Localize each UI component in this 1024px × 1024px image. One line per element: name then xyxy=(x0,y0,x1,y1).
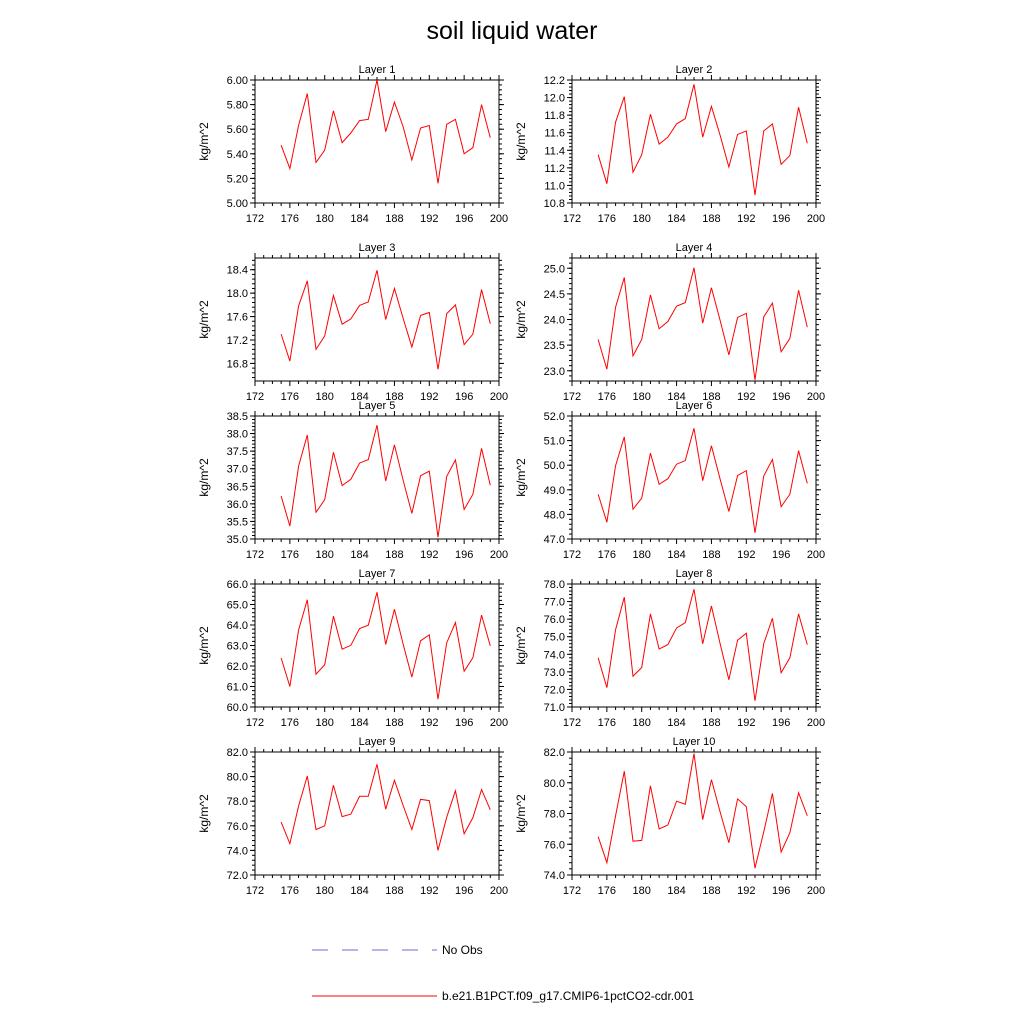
y-tick-label: 63.0 xyxy=(226,640,248,653)
x-tick-label: 196 xyxy=(454,549,474,561)
chart-panel xyxy=(197,736,508,897)
x-tick-label: 192 xyxy=(420,213,439,225)
series-line xyxy=(598,589,807,701)
x-tick-label: 172 xyxy=(562,213,582,225)
panel-title: Layer 6 xyxy=(675,400,713,412)
y-tick-label: 36.0 xyxy=(226,498,248,511)
x-tick-label: 196 xyxy=(771,213,791,225)
panel-title: Layer 9 xyxy=(358,736,396,748)
x-tick-label: 200 xyxy=(806,885,826,897)
x-tick-label: 184 xyxy=(350,549,369,561)
x-tick-label: 184 xyxy=(667,717,686,729)
y-tick-label: 6.00 xyxy=(226,75,248,87)
y-tick-label: 74.0 xyxy=(226,845,248,858)
y-tick-label: 48.0 xyxy=(543,509,565,522)
chart-panel xyxy=(514,568,825,729)
y-tick-label: 76.0 xyxy=(543,614,565,627)
x-tick-label: 176 xyxy=(280,213,300,225)
x-tick-label: 200 xyxy=(489,213,509,225)
chart-panel xyxy=(197,64,508,225)
x-tick-label: 200 xyxy=(489,885,509,897)
x-tick-label: 192 xyxy=(737,717,756,729)
x-tick-label: 200 xyxy=(489,717,509,729)
x-tick-label: 172 xyxy=(245,391,265,403)
x-tick-label: 196 xyxy=(771,717,791,729)
y-tick-label: 11.8 xyxy=(544,110,565,123)
x-tick-label: 196 xyxy=(454,885,474,897)
x-tick-label: 176 xyxy=(597,213,617,225)
y-tick-label: 5.60 xyxy=(226,124,248,137)
x-tick-label: 184 xyxy=(667,885,686,897)
x-tick-label: 188 xyxy=(702,549,721,561)
y-tick-label: 35.0 xyxy=(226,534,248,546)
y-tick-label: 38.5 xyxy=(226,411,248,423)
x-tick-label: 188 xyxy=(702,885,721,897)
y-tick-label: 25.0 xyxy=(543,263,565,276)
x-tick-label: 180 xyxy=(632,549,651,561)
x-tick-label: 200 xyxy=(806,391,826,403)
x-tick-label: 176 xyxy=(280,549,300,561)
y-tick-label: 71.0 xyxy=(543,702,565,714)
y-tick-label: 17.2 xyxy=(226,335,248,347)
y-tick-label: 72.0 xyxy=(226,870,248,882)
x-tick-label: 172 xyxy=(245,213,265,225)
legend-obs-label: No Obs xyxy=(442,943,483,957)
panel-title: Layer 10 xyxy=(672,736,716,748)
figure-title: soil liquid water xyxy=(426,17,598,45)
y-axis-label: kg/m^2 xyxy=(514,626,528,665)
chart-panel xyxy=(197,568,508,729)
panel-title: Layer 7 xyxy=(358,568,396,580)
y-tick-label: 11.4 xyxy=(544,145,565,158)
y-axis-label: kg/m^2 xyxy=(514,458,528,497)
x-tick-label: 196 xyxy=(454,717,474,729)
x-tick-label: 188 xyxy=(385,213,404,225)
y-tick-label: 5.20 xyxy=(226,173,248,186)
x-tick-label: 180 xyxy=(315,885,334,897)
x-tick-label: 184 xyxy=(350,213,369,225)
legend xyxy=(312,943,694,1003)
x-tick-label: 184 xyxy=(667,213,686,225)
x-tick-label: 176 xyxy=(597,391,617,403)
series-line xyxy=(598,268,807,380)
y-tick-label: 73.0 xyxy=(543,666,565,679)
x-tick-label: 188 xyxy=(702,391,721,403)
x-tick-label: 192 xyxy=(420,549,439,561)
y-tick-label: 12.2 xyxy=(543,75,565,87)
x-tick-label: 180 xyxy=(632,885,651,897)
x-tick-label: 176 xyxy=(597,717,617,729)
panel-title: Layer 3 xyxy=(358,242,396,254)
y-tick-label: 11.2 xyxy=(544,162,565,175)
x-tick-label: 192 xyxy=(737,391,756,403)
panel-title: Layer 2 xyxy=(675,64,713,76)
y-tick-label: 50.0 xyxy=(543,460,565,473)
x-tick-label: 172 xyxy=(562,885,582,897)
legend-model-label: b.e21.B1PCT.f09_g17.CMIP6-1pctCO2-cdr.001 xyxy=(442,989,695,1003)
y-tick-label: 18.4 xyxy=(226,264,248,277)
plot-frame xyxy=(255,80,499,203)
y-tick-label: 76.0 xyxy=(543,839,565,852)
x-tick-label: 184 xyxy=(350,391,369,403)
y-tick-label: 74.0 xyxy=(543,870,565,882)
plot-frame xyxy=(572,416,816,539)
x-tick-label: 180 xyxy=(632,213,651,225)
y-tick-label: 47.0 xyxy=(543,534,565,546)
y-axis-label: kg/m^2 xyxy=(197,458,211,497)
x-tick-label: 196 xyxy=(771,885,791,897)
y-tick-label: 5.40 xyxy=(226,148,248,161)
series-line xyxy=(281,425,490,537)
x-tick-label: 200 xyxy=(806,549,826,561)
x-tick-label: 200 xyxy=(806,717,826,729)
plot-frame xyxy=(572,80,816,203)
y-tick-label: 5.80 xyxy=(226,99,248,112)
y-tick-label: 60.0 xyxy=(226,702,248,714)
y-tick-label: 18.0 xyxy=(226,288,248,301)
y-tick-label: 77.0 xyxy=(543,596,565,609)
x-tick-label: 172 xyxy=(245,549,265,561)
x-tick-label: 196 xyxy=(771,391,791,403)
series-line xyxy=(598,754,807,869)
series-line xyxy=(598,428,807,533)
x-tick-label: 192 xyxy=(420,885,439,897)
x-tick-label: 188 xyxy=(702,717,721,729)
panel-title: Layer 8 xyxy=(675,568,713,580)
panel-title: Layer 5 xyxy=(358,400,396,412)
y-tick-label: 49.0 xyxy=(543,484,565,497)
x-tick-label: 184 xyxy=(667,391,686,403)
y-tick-label: 35.5 xyxy=(226,516,248,529)
series-line xyxy=(281,764,490,850)
plot-frame xyxy=(572,584,816,707)
y-tick-label: 37.5 xyxy=(226,446,248,459)
y-axis-label: kg/m^2 xyxy=(514,794,528,833)
x-tick-label: 180 xyxy=(315,549,334,561)
series-line xyxy=(598,84,807,195)
y-tick-label: 72.0 xyxy=(543,684,565,697)
x-tick-label: 188 xyxy=(385,885,404,897)
x-tick-label: 188 xyxy=(385,391,404,403)
y-tick-label: 80.0 xyxy=(543,777,565,790)
x-tick-label: 192 xyxy=(420,391,439,403)
x-tick-label: 192 xyxy=(737,213,756,225)
plot-frame xyxy=(255,258,499,381)
x-tick-label: 172 xyxy=(245,717,265,729)
x-tick-label: 184 xyxy=(667,549,686,561)
y-axis-label: kg/m^2 xyxy=(514,300,528,339)
x-tick-label: 196 xyxy=(454,391,474,403)
x-tick-label: 176 xyxy=(280,391,300,403)
x-tick-label: 196 xyxy=(454,213,474,225)
x-tick-label: 180 xyxy=(315,717,334,729)
plot-frame xyxy=(255,752,499,875)
y-tick-label: 52.0 xyxy=(543,411,565,423)
y-tick-label: 11.6 xyxy=(544,127,565,140)
y-tick-label: 76.0 xyxy=(226,820,248,833)
y-tick-label: 82.0 xyxy=(226,747,248,759)
x-tick-label: 200 xyxy=(806,213,826,225)
x-tick-label: 184 xyxy=(350,717,369,729)
x-tick-label: 200 xyxy=(489,391,509,403)
y-axis-label: kg/m^2 xyxy=(514,122,528,161)
x-tick-label: 180 xyxy=(315,391,334,403)
series-line xyxy=(281,270,490,369)
x-tick-label: 192 xyxy=(420,717,439,729)
y-tick-label: 16.8 xyxy=(226,358,248,371)
y-tick-label: 78.0 xyxy=(226,796,248,809)
x-tick-label: 200 xyxy=(489,549,509,561)
x-tick-label: 180 xyxy=(632,717,651,729)
y-tick-label: 80.0 xyxy=(226,771,248,784)
series-line xyxy=(281,80,490,183)
y-tick-label: 66.0 xyxy=(226,579,248,591)
y-tick-label: 38.0 xyxy=(226,428,248,441)
chart-panels xyxy=(197,64,825,897)
x-tick-label: 192 xyxy=(737,549,756,561)
x-tick-label: 180 xyxy=(632,391,651,403)
y-tick-label: 23.0 xyxy=(543,365,565,378)
y-tick-label: 75.0 xyxy=(543,631,565,644)
y-tick-label: 74.0 xyxy=(543,649,565,662)
y-tick-label: 24.5 xyxy=(543,288,565,301)
y-tick-label: 17.6 xyxy=(226,311,248,324)
x-tick-label: 192 xyxy=(737,885,756,897)
y-tick-label: 12.0 xyxy=(543,92,565,105)
x-tick-label: 176 xyxy=(280,717,300,729)
panel-title: Layer 1 xyxy=(358,64,396,76)
plot-frame xyxy=(572,752,816,875)
x-tick-label: 176 xyxy=(597,885,617,897)
y-axis-label: kg/m^2 xyxy=(197,626,211,665)
x-tick-label: 172 xyxy=(245,885,265,897)
x-tick-label: 188 xyxy=(385,717,404,729)
plot-frame xyxy=(255,416,499,539)
y-tick-label: 64.0 xyxy=(226,620,248,632)
x-tick-label: 188 xyxy=(702,213,721,225)
y-tick-label: 11.0 xyxy=(544,180,565,193)
chart-panel xyxy=(514,242,825,403)
y-tick-label: 61.0 xyxy=(226,681,248,694)
x-tick-label: 172 xyxy=(562,391,582,403)
y-tick-label: 62.0 xyxy=(226,661,248,673)
plot-frame xyxy=(572,258,816,381)
x-tick-label: 188 xyxy=(385,549,404,561)
y-tick-label: 51.0 xyxy=(543,435,565,448)
x-tick-label: 176 xyxy=(597,549,617,561)
y-tick-label: 65.0 xyxy=(226,599,248,612)
y-tick-label: 82.0 xyxy=(543,747,565,759)
y-tick-label: 78.0 xyxy=(543,808,565,821)
chart-panel xyxy=(197,242,508,403)
y-tick-label: 24.0 xyxy=(543,314,565,327)
y-tick-label: 23.5 xyxy=(543,340,565,353)
x-tick-label: 176 xyxy=(280,885,300,897)
y-tick-label: 5.00 xyxy=(226,198,248,210)
y-axis-label: kg/m^2 xyxy=(197,794,211,833)
y-tick-label: 78.0 xyxy=(543,579,565,591)
series-line xyxy=(281,592,490,699)
y-tick-label: 37.0 xyxy=(226,463,248,476)
x-tick-label: 184 xyxy=(350,885,369,897)
x-tick-label: 172 xyxy=(562,717,582,729)
x-tick-label: 180 xyxy=(315,213,334,225)
plot-frame xyxy=(255,584,499,707)
y-axis-label: kg/m^2 xyxy=(197,300,211,339)
chart-panel xyxy=(514,400,825,561)
chart-panel xyxy=(197,400,508,561)
panel-title: Layer 4 xyxy=(675,242,713,254)
x-tick-label: 196 xyxy=(771,549,791,561)
y-tick-label: 10.8 xyxy=(543,198,565,210)
chart-panel xyxy=(514,64,825,225)
y-tick-label: 36.5 xyxy=(226,481,248,494)
chart-panel xyxy=(514,736,825,897)
x-tick-label: 172 xyxy=(562,549,582,561)
y-axis-label: kg/m^2 xyxy=(197,122,211,161)
